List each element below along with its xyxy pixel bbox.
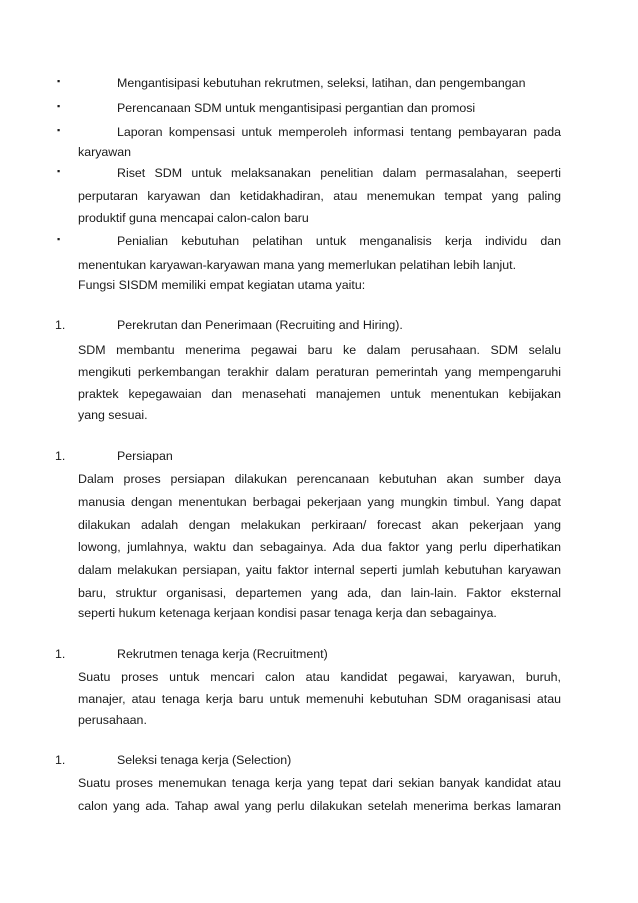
list-item-continuation: menentukan karyawan-karyawan mana yang memerlukan pelatihan lebih lanjut.: [78, 258, 517, 272]
list-item-text: Perencanaan SDM untuk mengantisipasi pergantian dan promosi: [117, 101, 476, 115]
paragraph-line: Suatu proses menemukan tenaga kerja yang tepat dari sekian banyak kandidat atau: [78, 776, 561, 790]
paragraph-line: dalam melakukan persiapan, yaitu faktor internal seperti jumlah kebutuhan karyawan: [78, 563, 561, 577]
paragraph-line: dilakukan adalah dengan melakukan perkiraan/ forecast akan pekerjaan yang: [78, 518, 561, 532]
paragraph-line: yang sesuai.: [78, 408, 148, 422]
bullet-marker: ▪: [57, 101, 61, 111]
paragraph-line: SDM membantu menerima pegawai baru ke dalam perusahaan. SDM selalu: [78, 343, 561, 357]
paragraph-line: mengikuti perkembangan terakhir dalam peraturan pemerintah yang mempengaruhi: [78, 365, 561, 379]
paragraph-line: lowong, jumlahnya, waktu dan sebagainya. Ada dua faktor yang perlu diperhatikan: [78, 540, 561, 554]
section-number: 1.: [55, 449, 66, 463]
list-item-continuation: perputaran karyawan dan ketidakhadiran, atau menemukan tempat yang paling: [78, 189, 561, 203]
section-number: 1.: [55, 318, 66, 332]
bullet-marker: ▪: [57, 234, 61, 244]
section-heading: Rekrutmen tenaga kerja (Recruitment): [117, 647, 328, 661]
list-item-text: Mengantisipasi kebutuhan rekrutmen, seleksi, latihan, dan pengembangan: [117, 76, 526, 90]
paragraph-line: perusahaan.: [78, 713, 147, 727]
bullet-marker: ▪: [57, 76, 61, 86]
section-number: 1.: [55, 753, 66, 767]
paragraph-line: Dalam proses persiapan dilakukan perencanaan kebutuhan akan sumber daya: [78, 472, 561, 486]
list-item-continuation: karyawan: [78, 145, 132, 159]
paragraph-line: calon yang ada. Tahap awal yang perlu dilakukan setelah menerima berkas lamaran: [78, 799, 561, 813]
list-item-text: Penialian kebutuhan pelatihan untuk menganalisis kerja individu dan: [117, 234, 561, 248]
paragraph-line: manusia dengan menentukan berbagai pekerjaan yang mungkin timbul. Yang dapat: [78, 495, 561, 509]
section-number: 1.: [55, 647, 66, 661]
section-heading: Persiapan: [117, 449, 173, 463]
list-item-continuation: Fungsi SISDM memiliki empat kegiatan utama yaitu:: [78, 278, 366, 292]
list-item-text: Laporan kompensasi untuk memperoleh informasi tentang pembayaran pada: [117, 125, 561, 139]
section-heading: Perekrutan dan Penerimaan (Recruiting and Hiring).: [117, 318, 403, 332]
paragraph-line: baru, struktur organisasi, departemen yang ada, dan lain-lain. Faktor eksternal: [78, 586, 561, 600]
list-item-continuation: produktif guna mencapai calon-calon baru: [78, 211, 309, 225]
paragraph-line: seperti hukum ketenaga kerjaan kondisi pasar tenaga kerja dan sebagainya.: [78, 606, 497, 620]
bullet-marker: ▪: [57, 125, 61, 135]
paragraph-line: Suatu proses untuk mencari calon atau kandidat pegawai, karyawan, buruh,: [78, 670, 561, 684]
bullet-marker: ▪: [57, 166, 61, 176]
section-heading: Seleksi tenaga kerja (Selection): [117, 753, 292, 767]
paragraph-line: manajer, atau tenaga kerja baru untuk memenuhi kebutuhan SDM oraganisasi atau: [78, 692, 561, 706]
list-item-text: Riset SDM untuk melaksanakan penelitian dalam permasalahan, seeperti: [117, 166, 561, 180]
paragraph-line: praktek kepegawaian dan menasehati manajemen untuk menentukan kebijakan: [78, 387, 561, 401]
